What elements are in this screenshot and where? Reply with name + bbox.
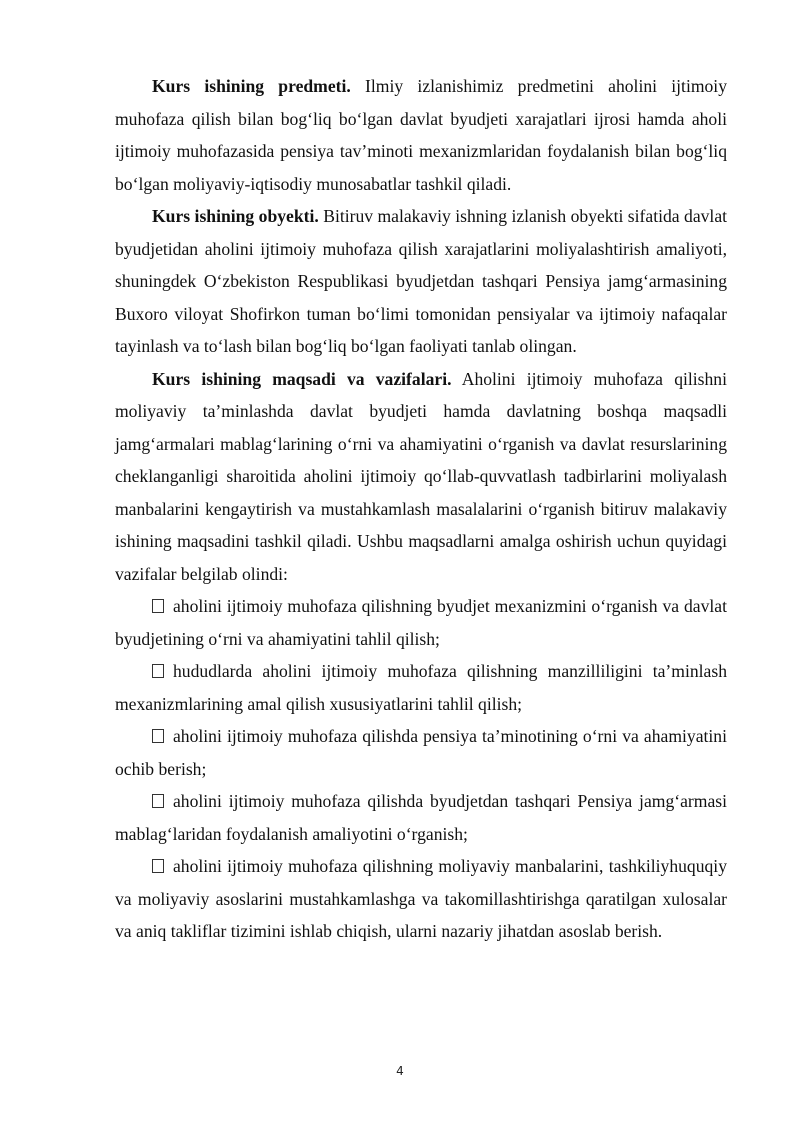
missing-glyph-box-icon	[152, 859, 164, 873]
list-item-text: aholini ijtimoiy muhofaza qilishning byudjet mexanizmini o‘rganish va davlat byudjetining o‘rni va ahamiyatini tahlil qilish;	[115, 596, 727, 649]
list-item-text: aholini ijtimoiy muhofaza qilishda byudjetdan tashqari Pensiya jamg‘armasi mablag‘laridan foydalanish amaliyotini o‘rganish;	[115, 791, 727, 844]
paragraph-heading: Kurs ishining predmeti.	[152, 76, 351, 96]
paragraph-heading: Kurs ishining maqsadi va vazifalari.	[152, 368, 452, 389]
missing-glyph-box-icon	[152, 794, 164, 808]
page-number: 4	[396, 1064, 404, 1078]
list-item	[115, 655, 727, 720]
paragraph-text: Bitiruv malakaviy ishning izlanish obyekti sifatida davlat byudjetidan aholini ijtimoiy muhofaza qilish xarajatlarini moliyalashtirish amaliyoti, shuningdek O‘zbekiston Respublikasi byudjetdan tashqari Pensiya jamg‘armasining Buxoro viloyat Shofirkon tuman bo‘limi tomonidan pensiyalar va ijtimoiy nafaqalar tayinlash va to‘lash bilan bog‘liq bo‘lgan faoliyati tanlab olingan.	[115, 206, 728, 356]
missing-glyph-box-icon	[152, 664, 164, 678]
paragraph-predmet	[115, 70, 727, 200]
list-item	[115, 590, 727, 655]
list-item	[115, 720, 727, 785]
list-item-text: aholini ijtimoiy muhofaza qilishning moliyaviy manbalarini, tashkiliyhuquqiy va moliyaviy asoslarini mustahkamlashga va takomillashtirishga qaratilgan xulosalar va aniq takliflar tizimini ishlab chiqish, ularni nazariy jihatdan asoslab berish.	[115, 856, 727, 941]
list-item-text: aholini ijtimoiy muhofaza qilishda pensiya ta’minotining o‘rni va ahamiyatini ochib berish;	[115, 726, 727, 779]
list-item	[115, 785, 727, 850]
list-item-text: hududlarda aholini ijtimoiy muhofaza qilishning manzilliligini ta’minlash mexanizmlarining amal qilish xususiyatlarini tahlil qilish;	[115, 661, 727, 714]
document-body	[115, 70, 727, 948]
paragraph-maqsad	[115, 363, 727, 591]
paragraph-heading: Kurs ishining obyekti.	[152, 206, 319, 226]
missing-glyph-box-icon	[152, 599, 164, 613]
paragraph-obyekt	[115, 200, 727, 363]
paragraph-text: Ilmiy izlanishimiz predmetini aholini ijtimoiy muhofaza qilish bilan bog‘liq bo‘lgan davlat byudjeti xarajatlari ijrosi hamda aholi ijtimoiy muhofazasida pensiya tav’minoti mexanizmlaridan foydalanish bilan bog‘liq bo‘lgan moliyaviy-iqtisodiy munosabatlar tashkil qiladi.	[115, 76, 727, 194]
missing-glyph-box-icon	[152, 729, 164, 743]
paragraph-text: Aholini ijtimoiy muhofaza qilishni moliyaviy ta’minlashda davlat byudjeti hamda davlatning boshqa maqsadli jamg‘armalari mablag‘larining o‘rni va ahamiyatini o‘rganish va davlat resurslarining cheklanganligi sharoitida aholini ijtimoiy qo‘llab-quvvatlash tadbirlarini moliyalash manbalarini kengaytirish va mustahkamlash masalalarini o‘rganish bitiruv malakaviy ishining maqsadini tashkil qiladi. Ushbu maqsadlarni amalga oshirish uchun quyidagi vazifalar belgilab olindi:	[115, 368, 727, 584]
list-item	[115, 850, 727, 948]
